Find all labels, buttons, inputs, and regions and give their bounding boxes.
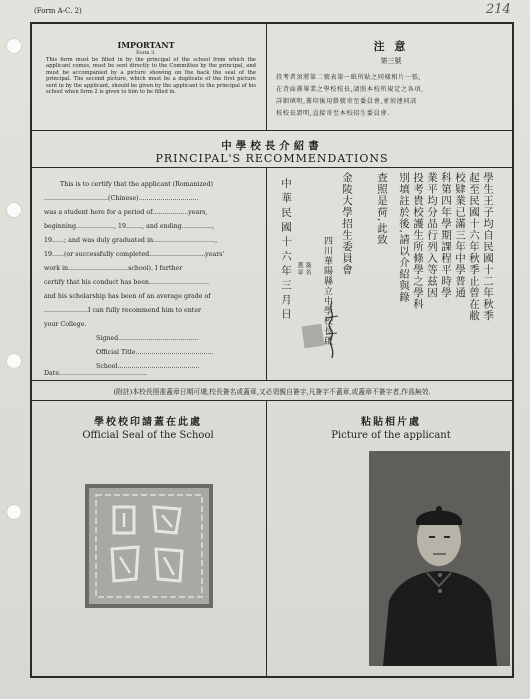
signature-column: 四川華陽縣立中學校長啟 xyxy=(322,236,332,346)
punch-hole xyxy=(7,354,21,368)
form-id: (Form A-C. 2) xyxy=(34,7,82,15)
page-number: 214 xyxy=(486,2,511,17)
letter-column: 科第四年學期課程平時學 xyxy=(440,172,452,299)
certificate-line: ......................I can fully recommend him to enter xyxy=(44,307,202,314)
official-title-field[interactable]: Official Title....................................... xyxy=(96,349,214,356)
certificate-line: ................................(Chinese).............................. xyxy=(44,195,199,202)
punch-hole xyxy=(7,203,21,217)
letter-column: 別填註於後,請以介紹與錄 xyxy=(398,172,410,303)
official-school-seal xyxy=(84,483,214,609)
important-body: This form must be filled in by the principal of the school from which the applicant comes, must be sent directly to the Committee by the principal, and must be accompanied by a picture showing on the back the seal of the principal. The second picture, which must be a duplicate of the first picture sent in by the applicant, should be given by the applicant to the principal of his school when form 2 is given to him to be filled in. xyxy=(46,57,256,96)
letter-column: 投考貴校護生所條學之學科 xyxy=(412,172,424,310)
signed-field[interactable]: Signed........................................ xyxy=(96,335,199,342)
notice-cn-title: 注 意 xyxy=(373,40,409,53)
divider xyxy=(266,400,267,678)
certificate-line: beginning..................., 19........, and ending..............., xyxy=(44,223,214,230)
letter-column: 業平均分品行列入等兹因 xyxy=(426,172,438,299)
certificate-line: 19......(or successfully completed............................years' xyxy=(44,251,225,258)
recommendation-title-en: PRINCIPAL'S RECOMMENDATIONS xyxy=(155,152,389,165)
certificate-line: and his scholarship has been of an average grade of xyxy=(44,293,211,300)
certificate-line: your College. xyxy=(44,321,87,328)
date-field[interactable]: Date............................................ xyxy=(44,370,148,377)
notice-cn-line: 詳細填明,蓋印後用掛號寄至委員會,並須連同該 xyxy=(276,98,417,105)
principal-seal-mark xyxy=(302,324,325,349)
punch-hole xyxy=(7,505,21,519)
certificate-line: certify that his conduct has been.............................. xyxy=(44,279,210,286)
letter-column: 查照是荷,此致 xyxy=(376,172,388,246)
recommendation-title-cn: 中學校長介紹書 xyxy=(221,140,323,152)
seal-title-cn: 學校校印請蓋在此處 xyxy=(94,417,202,428)
applicant-photo xyxy=(369,451,510,666)
punch-hole xyxy=(7,39,21,53)
letter-column: 金陵大學招生委員會 xyxy=(341,172,353,276)
picture-title-cn: 粘貼相片處 xyxy=(361,417,421,428)
letter-column: 校肄業已滿三年中學普通 xyxy=(454,172,466,299)
picture-title-en: Picture of the applicant xyxy=(331,430,451,441)
notice-cn-line: 投考者須將第二號表第一紙所貼之同樣相片一張, xyxy=(276,74,422,81)
handwritten-signature xyxy=(322,300,342,360)
date-column: 中華民國十六年三月日 xyxy=(280,178,292,323)
letter-column: 學生王子均自民國十二年秋季 xyxy=(482,172,494,322)
footnote: (附註)本校長照准蓋章日期可塡,校長簽名或蓋章,又必須親自簽字,凡簽字不蓋章,或蓋章不簽字者,作爲無效. xyxy=(113,388,431,396)
important-subtitle: Form 3. xyxy=(136,50,156,56)
certificate-line: work in..............................school). I further xyxy=(44,265,183,272)
divider xyxy=(30,400,514,401)
divider xyxy=(266,22,267,130)
divider xyxy=(30,130,514,131)
seal-title-en: Official Seal of the School xyxy=(82,430,214,441)
important-title: IMPORTANT xyxy=(117,40,175,50)
divider xyxy=(30,167,514,168)
seal-label: 蓋章 xyxy=(296,262,303,276)
notice-cn-line: 在背面蓋畢業之學校校長,請照本校所規定之各項, xyxy=(276,86,424,93)
certificate-line: 19......; and was duly graduated in..............................., xyxy=(44,237,218,244)
notice-cn-line: 校校長證明,直接寄至本校招生委員會. xyxy=(276,110,390,117)
notice-cn-subtitle: 第三號 xyxy=(380,57,402,65)
certificate-line: was a student here for a period of..................years, xyxy=(44,209,208,216)
sign-label: 簽名 xyxy=(304,262,311,276)
letter-column: 起至民國十六年秋季止曾在敝 xyxy=(468,172,480,322)
divider xyxy=(30,380,514,381)
certificate-line: This is to certify that the applicant (Romanized) xyxy=(60,181,213,188)
school-field[interactable]: School......................................... xyxy=(96,363,200,370)
